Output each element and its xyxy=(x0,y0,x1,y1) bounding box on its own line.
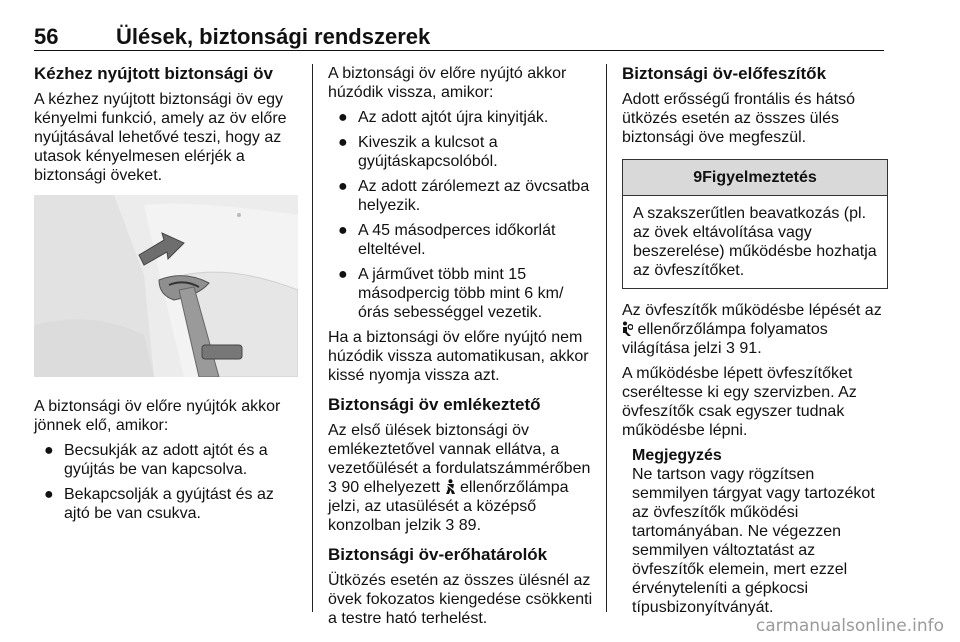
paragraph-retract-intro: A biztonsági öv előre nyújtó akkor húzódik vissza, amikor: xyxy=(328,65,567,101)
warning-header xyxy=(623,160,887,196)
warning-box xyxy=(622,159,888,289)
list-item: ● Becsukják az adott ajtót és a gyújtás be van kapcsolva. xyxy=(44,442,268,478)
paragraph-load-limiters: Ütközés esetén az összes ülésnél az övek fokozatos kiengedése csökkenti a testre ható terhelést. xyxy=(328,572,593,627)
bullet-icon: ● xyxy=(338,109,348,126)
header-rule xyxy=(34,50,884,51)
section-heading-convenience-belt: Kézhez nyújtott biztonsági öv xyxy=(34,64,273,83)
note-title: Megjegyzés xyxy=(632,447,722,464)
bullet-icon: ● xyxy=(44,442,54,459)
bullet-icon: ● xyxy=(338,266,348,283)
paragraph-pretensioner-indicator: Az övfeszítők működésbe lépését az ellenőrzőlámpa folyamatos világítása jelzi 3 91. xyxy=(622,302,882,357)
retract-conditions-list xyxy=(328,108,594,322)
list-item: ● Kiveszik a kulcsot a gyújtáskapcsolóból. xyxy=(338,134,498,170)
warning-icon: 9 xyxy=(693,169,703,186)
section-heading-load-limiters: Biztonsági öv-erőhatárolók xyxy=(328,545,548,564)
paragraph-belt-reminder: Az első ülések biztonsági öv emlékeztetővel vannak ellátva, a vezetőülését a fordulatszámmérőben 3 90 elhelyezett ellenőrzőlámpa jelzi, az utasülését a középső konzolban jelzik 3 89. xyxy=(328,422,591,534)
airbag-indicator-icon xyxy=(622,321,633,336)
seatbelt-illustration-svg xyxy=(34,195,298,377)
bullet-icon: ● xyxy=(338,178,348,195)
chapter-title: Ülések, biztonsági rendszerek xyxy=(116,24,431,49)
bullet-icon: ● xyxy=(338,222,348,239)
watermark: carmanualsonline.info xyxy=(755,616,944,636)
page-ref-arrow-icon: 3 xyxy=(328,479,337,496)
bullet-icon: ● xyxy=(338,134,348,151)
paragraph-pretensioners-intro: Adott erősségű frontális és hátsó ütközés esetén az összes ülés biztonsági öve megfeszül. xyxy=(622,91,856,146)
list-item: ● Bekapcsolják a gyújtást és az ajtó be van csukva. xyxy=(44,486,274,522)
column-3 xyxy=(622,64,888,617)
seatbelt-reminder-icon xyxy=(445,479,456,494)
warning-title: Figyelmeztetés xyxy=(702,169,817,186)
page-ref-arrow-icon: 3 xyxy=(445,517,455,534)
presenter-conditions-list xyxy=(34,441,300,523)
note-text: Ne tartson vagy rögzítsen semmilyen tárgyat vagy tartozékot az övfeszítők működési tartományában. Ne végezzen semmilyen változtatást az övfeszítők elemein, mert ezzel érvényteleníti a gépkocsi típusbizonyítványát. xyxy=(632,466,875,616)
paragraph-presenter-conditions: A biztonsági öv előre nyújtók akkor jönnek elő, amikor: xyxy=(34,398,281,434)
paragraph-pretensioner-replace: A működésbe lépett övfeszítőket cseréltesse ki egy szervizben. Az övfeszítők csak egyszer tudnak működésbe lépni. xyxy=(622,365,857,439)
column-2 xyxy=(328,64,594,634)
paragraph-intro: A kézhez nyújtott biztonsági öv egy kényelmi funkció, amely az öv előre nyújtásával lehetővé teszi, hogy az utasok kényelmesen elérjék a biztonsági öveket. xyxy=(34,91,287,184)
seatbelt-presenter-illustration xyxy=(34,195,298,377)
warning-text: A szakszerűtlen beavatkozás (pl. az övek eltávolítása vagy beszerelése) működésbe hozhatja az övfeszítőket. xyxy=(633,205,877,279)
page-ref-arrow-icon: 3 xyxy=(726,340,735,357)
section-heading-belt-reminder: Biztonsági öv emlékeztető xyxy=(328,395,541,414)
column-1 xyxy=(34,64,300,529)
paragraph-manual-retract: Ha a biztonsági öv előre nyújtó nem húzódik vissza automatikusan, akkor kissé nyomja vissza azt. xyxy=(328,329,589,384)
column-divider xyxy=(312,64,313,612)
list-item: ● Az adott zárólemezt az övcsatba helyezik. xyxy=(338,178,590,214)
list-item: ● A járművet több mint 15 másodpercig több mint 6 km/órás sebességgel vezetik. xyxy=(338,266,564,321)
list-item: ● A 45 másodperces időkorlát elteltével. xyxy=(338,222,556,258)
page-header xyxy=(34,24,884,52)
page-number: 56 xyxy=(34,24,59,49)
note-block xyxy=(622,446,888,617)
section-heading-pretensioners: Biztonsági öv-előfeszítők xyxy=(622,64,827,83)
bullet-icon: ● xyxy=(44,486,54,503)
column-divider xyxy=(606,64,607,612)
list-item: ● Az adott ajtót újra kinyitják. xyxy=(338,109,549,126)
